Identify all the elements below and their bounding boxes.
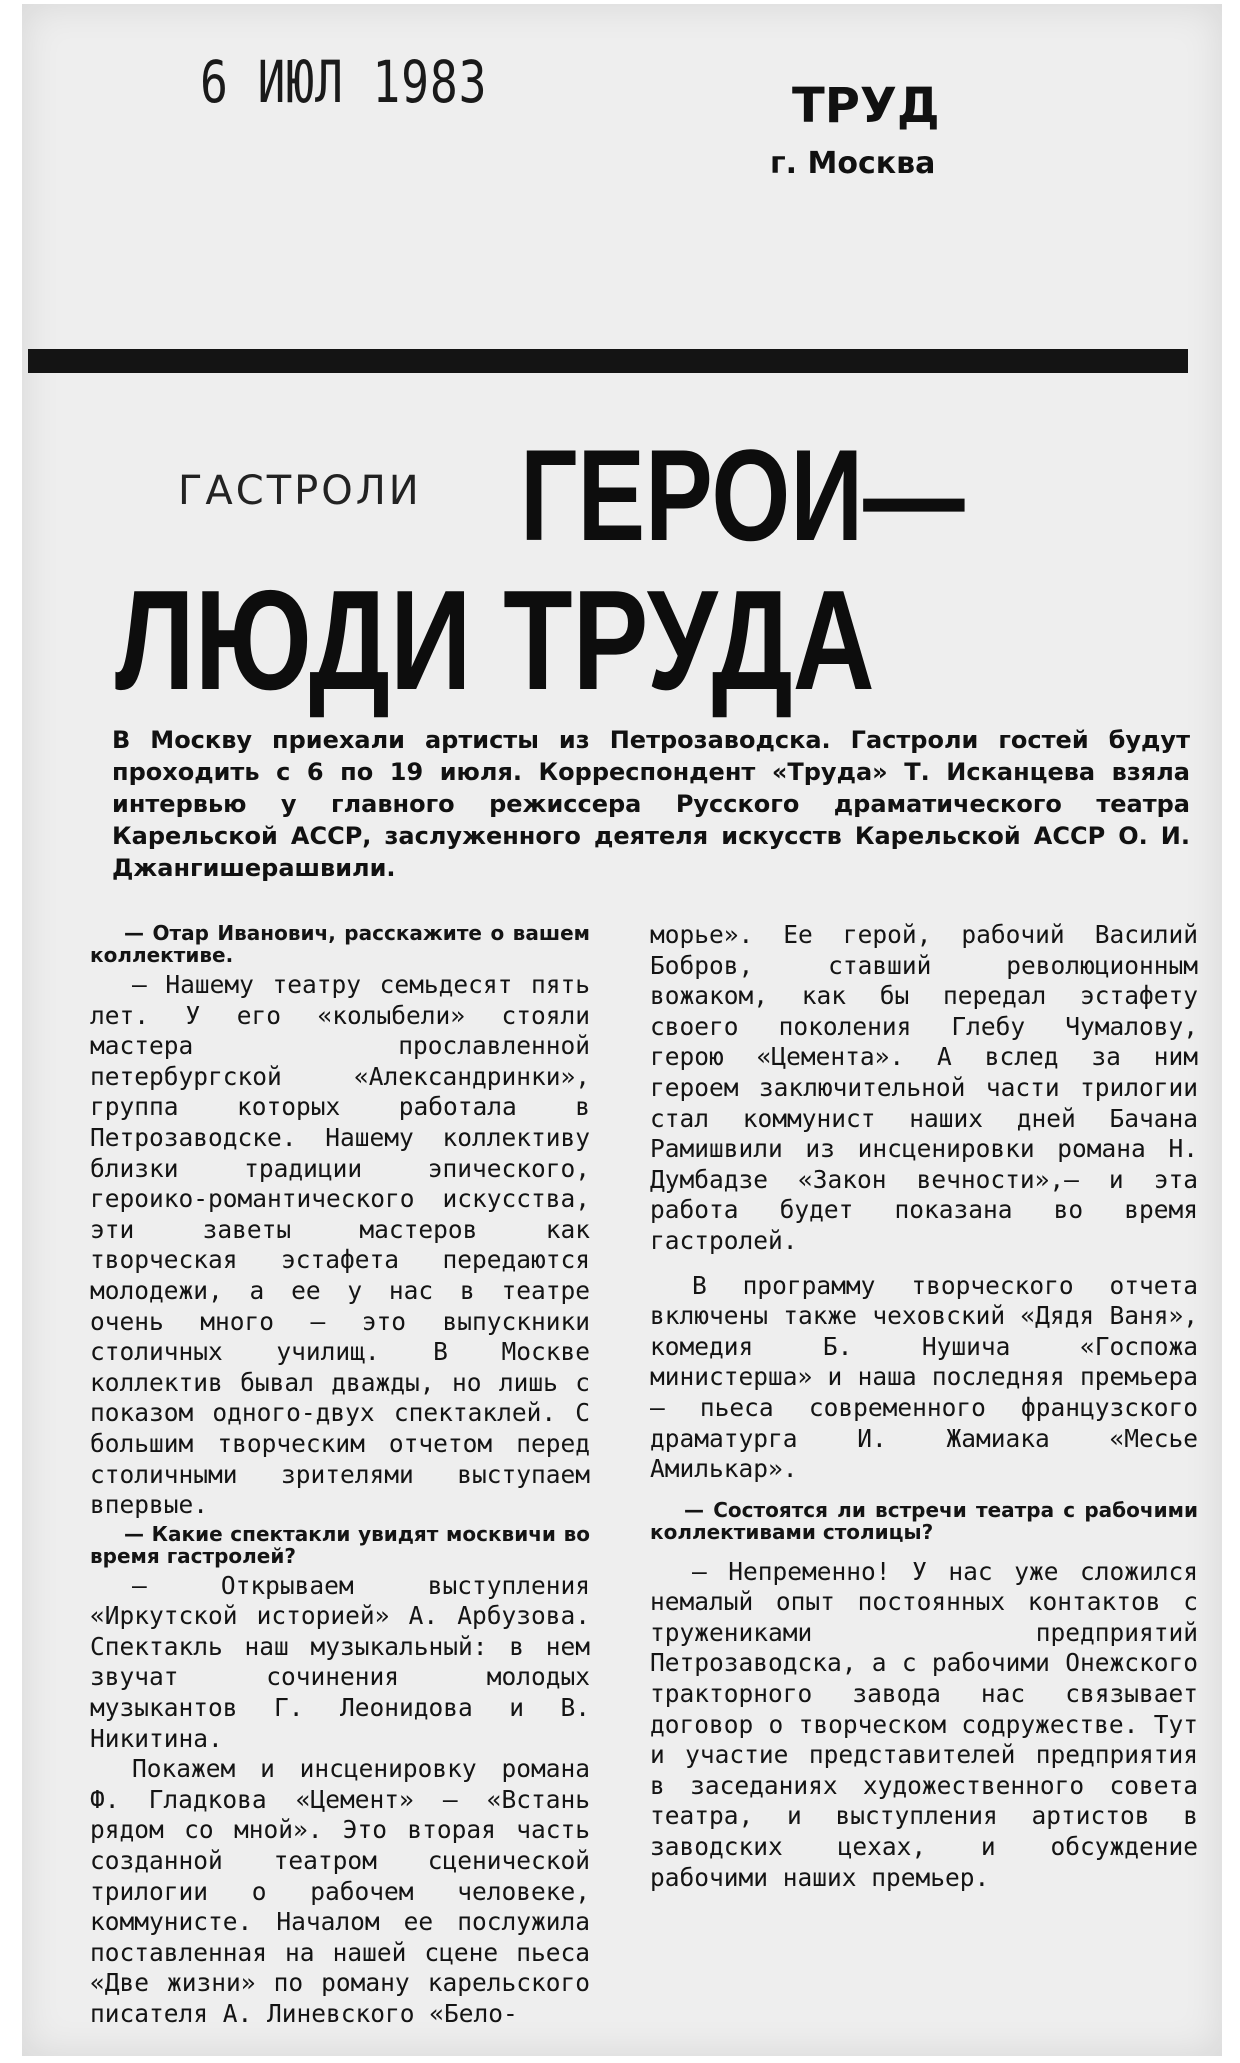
newspaper-city: г. Москва: [770, 146, 936, 181]
lead-paragraph: В Москву приехали артисты из Петрозаводска. Гастроли гостей будут проходить с 6 по 19 июля. Корреспондент «Труда» Т. Исканцева взяла интервью у главного режиссера Русского драматического театра Карельской АССР, заслуженного деятеля искусств Карельской АССР О. И. Джангишерашвили.: [112, 726, 1190, 882]
article-column-left: [90, 920, 590, 2030]
interview-answer-5: — Непременно! У нас уже сложился немалый опыт постоянных контактов с тружениками предприятий Петрозаводска, а с рабочими Онежского тракторного завода нас связывает договор о творческом содружестве. Тут и участие представителей предприятия в заседаниях художественного совета театра, и выступления артистов в заводских цехах, и обсуждение рабочими наших премьер.: [650, 1556, 1198, 1892]
article-column-right: [650, 920, 1198, 1893]
headline-line-2: ЛЮДИ ТРУДА: [115, 561, 875, 720]
header-rule: [28, 349, 1188, 373]
interview-answer-2: — Открываем выступления «Иркутской историей» А. Арбузова. Спектакль наш музыкальный: в нем звучат сочинения молодых музыкантов Г. Леонидова и В. Никитина.: [90, 1570, 590, 1753]
interview-answer-3: Покажем и инсценировку романа Ф. Гладкова «Цемент» — «Встань рядом со мной». Это вторая часть созданной театром сценической трилогии о рабочем человеке, коммунисте. Началом ее послужила поставленная на нашей сцене пьеса «Две жизни» по роману карельского писателя А. Линевского «Бело-: [90, 1754, 590, 2028]
interview-answer-4: В программу творческого отчета включены также чеховский «Дядя Ваня», комедия Б. Нушича «Госпожа министерша» и наша последняя премьера — пьеса современного французского драматурга И. Жамиака «Месье Амилькар».: [650, 1270, 1198, 1484]
interview-question-3: — Состоятся ли встречи театра с рабочими коллективами столицы?: [650, 1497, 1198, 1544]
interview-answer-1: — Нашему театру семьдесят пять лет. У его «колыбели» стояли мастера прославленной петербургской «Александринки», группа которых работала в Петрозаводске. Нашему коллективу близки традиции эпического, героико-романтического искусства, эти заветы мастеров как творческая эстафета передаются молодежи, а ее у нас в театре очень много — это выпускники столичных училищ. В Москве коллектив бывал дважды, но лишь с показом одного-двух спектаклей. С большим творческим отчетом перед столичными зрителями выступаем впервые.: [90, 970, 590, 1520]
headline-line-1: ГЕРОИ—: [520, 422, 965, 568]
interview-answer-3-continued: морье». Ее герой, рабочий Василий Бобров, ставший революционным вожаком, как бы передал эстафету своего поколения Глебу Чумалову, герою «Цемента». А вслед за ним героем заключительной части трилогии стал коммунист наших дней Бачана Рамишвили из инсценировки романа Н. Думбадзе «Закон вечности»,— и эта работа будет показана во время гастролей.: [650, 920, 1198, 1255]
interview-question-1: — Отар Иванович, расскажите о вашем коллективе.: [90, 921, 590, 967]
interview-question-2: — Какие спектакли увидят москвичи во время гастролей?: [90, 1521, 590, 1568]
newspaper-name: ТРУД: [792, 78, 940, 134]
rubric-label: ГАСТРОЛИ: [178, 468, 422, 514]
date-stamp: 6 ИЮЛ 1983: [200, 48, 488, 116]
